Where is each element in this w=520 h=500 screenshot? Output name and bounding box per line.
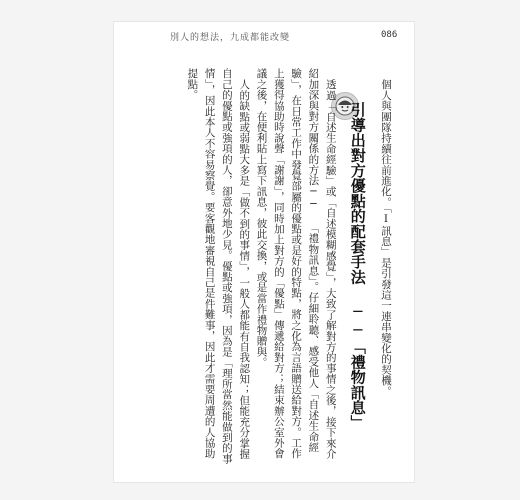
section-heading: 引導出對方優點的配套手法 ──「禮物訊息」 — [348, 102, 367, 431]
running-head: 別人的想法，九成都能改變 — [170, 33, 291, 43]
paragraph-1: 個人與團隊持續往前進化。「I訊息」是引發這一連串變化的契機。 — [380, 78, 392, 396]
paragraph-2: 透過「自述生命經驗」或「自述模糊感覺」，大致了解對方的事情之後，接下來介紹加深與對方關係的方法── 「禮物訊息」。仔細聆聽、感受他人「自述生命經驗」，在日常工作中發覺部屬的優點或是好的特點，將之化為言語贈送給對方。工作上獲得協助時說聲「謝謝」，同時加上對方的「優點」傳遞給對方；結束辦公室外會議之後，在便利貼上寫下訊息，彼此交換，或是當作禮物贈與。 — [255, 68, 337, 459]
paragraph-3: 人的缺點或弱點大多是「做不到的事情」，一般人都能有自我認知；但能充分掌握自己的優點或強項的人，卻意外地少見。優點或強項，因為是「理所當然能做到的事情」，因此本人不容易察覺。要客觀地審視自己是件難事，因此才需要周遭的人協助提點。 — [186, 68, 251, 464]
page-number: 086 — [381, 30, 398, 40]
main-text-block — [126, 68, 394, 468]
